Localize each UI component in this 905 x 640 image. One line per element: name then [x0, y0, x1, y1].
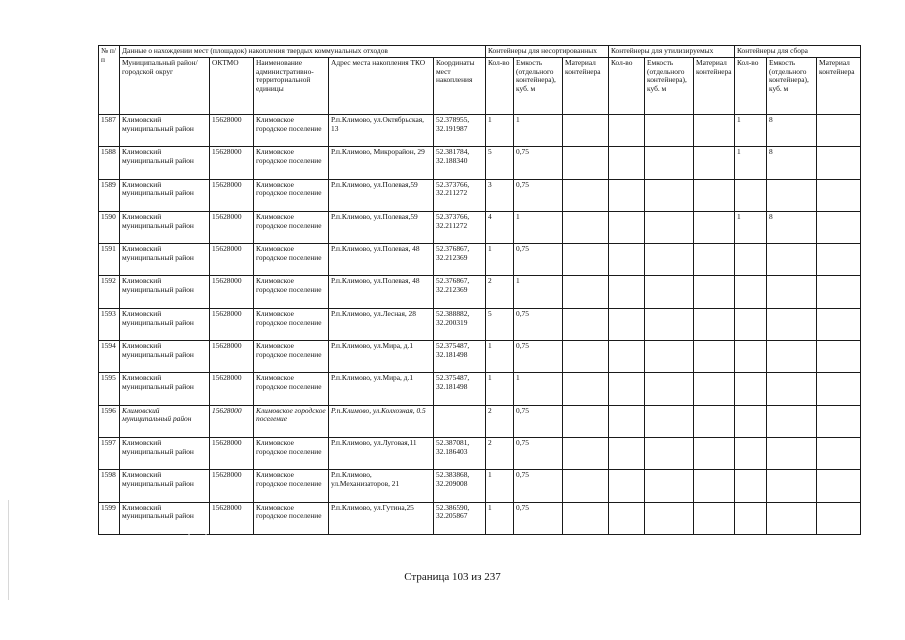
row-count-collect	[735, 373, 767, 405]
row-count-recycle	[609, 308, 645, 340]
header-material-collect: Материал контейнера	[817, 58, 861, 115]
row-count: 1	[486, 373, 514, 405]
row-municipal: Климовский муниципальный район	[120, 244, 210, 276]
row-admin-unit: Климовское городское поселение	[254, 470, 329, 502]
row-capacity: 1	[514, 373, 563, 405]
row-capacity-collect	[767, 373, 817, 405]
row-coords: 52.388882, 32.200319	[434, 308, 486, 340]
row-oktmo: 15628000	[210, 115, 254, 147]
row-capacity: 0,75	[514, 244, 563, 276]
row-count-recycle	[609, 341, 645, 373]
row-municipal: Климовский муниципальный район	[120, 405, 210, 437]
row-material-collect	[817, 115, 861, 147]
row-oktmo: 15628000	[210, 437, 254, 469]
row-material-collect	[817, 147, 861, 179]
scan-edge	[8, 500, 9, 600]
row-count-collect	[735, 405, 767, 437]
row-capacity-recycle	[645, 179, 694, 211]
row-address: Р.п.Климово, ул.Полевая, 48	[329, 276, 434, 308]
row-admin-unit: Климовское городское поселение	[254, 276, 329, 308]
table-row	[99, 244, 861, 276]
row-coords: 52.373766, 32.211272	[434, 211, 486, 243]
row-material-recycle	[694, 276, 735, 308]
row-address: Р.п.Климово, ул.Мира, д.1	[329, 373, 434, 405]
row-material-collect	[817, 470, 861, 502]
row-count: 4	[486, 211, 514, 243]
row-oktmo: 15628000	[210, 405, 254, 437]
row-count-collect: 1	[735, 147, 767, 179]
row-count-collect	[735, 437, 767, 469]
row-count: 1	[486, 244, 514, 276]
row-capacity: 1	[514, 115, 563, 147]
row-num: 1588	[99, 147, 120, 179]
row-capacity-recycle	[645, 211, 694, 243]
row-num: 1596	[99, 405, 120, 437]
row-count-recycle	[609, 244, 645, 276]
row-municipal: Климовский муниципальный район	[120, 276, 210, 308]
scan-mark	[205, 534, 207, 535]
table-row	[99, 437, 861, 469]
row-admin-unit: Климовское городское поселение	[254, 405, 329, 437]
row-count: 1	[486, 470, 514, 502]
table-row	[99, 115, 861, 147]
row-material	[563, 115, 609, 147]
row-material-collect	[817, 437, 861, 469]
row-capacity: 0,75	[514, 308, 563, 340]
row-oktmo: 15628000	[210, 470, 254, 502]
row-material	[563, 276, 609, 308]
row-capacity-collect	[767, 276, 817, 308]
header-address: Адрес места накопления ТКО	[329, 58, 434, 115]
row-count-collect	[735, 341, 767, 373]
row-municipal: Климовский муниципальный район	[120, 147, 210, 179]
row-capacity-recycle	[645, 341, 694, 373]
row-oktmo: 15628000	[210, 341, 254, 373]
header-group-recycle: Контейнеры для утилизируемых	[609, 46, 735, 58]
row-count: 2	[486, 437, 514, 469]
row-num: 1589	[99, 179, 120, 211]
row-material	[563, 147, 609, 179]
row-material-collect	[817, 179, 861, 211]
row-num: 1593	[99, 308, 120, 340]
row-count-collect	[735, 308, 767, 340]
row-admin-unit: Климовское городское поселение	[254, 373, 329, 405]
row-coords: 52.387081, 32.186403	[434, 437, 486, 469]
table-row	[99, 373, 861, 405]
row-count-recycle	[609, 115, 645, 147]
table-row	[99, 276, 861, 308]
header-capacity-collect: Емкость (отдельного контейнера), куб. м	[767, 58, 817, 115]
row-count: 3	[486, 179, 514, 211]
row-capacity: 0,75	[514, 341, 563, 373]
row-coords: 52.376867, 32.212369	[434, 244, 486, 276]
row-municipal: Климовский муниципальный район	[120, 211, 210, 243]
scan-mark	[188, 534, 190, 535]
row-material	[563, 405, 609, 437]
row-material-recycle	[694, 115, 735, 147]
row-admin-unit: Климовское городское поселение	[254, 437, 329, 469]
header-group-data: Данные о нахождении мест (площадок) накопления твердых коммунальных отходов	[120, 46, 486, 58]
row-num: 1590	[99, 211, 120, 243]
row-capacity: 0,75	[514, 147, 563, 179]
row-capacity: 1	[514, 276, 563, 308]
row-num: 1587	[99, 115, 120, 147]
row-capacity-recycle	[645, 244, 694, 276]
row-material-collect	[817, 276, 861, 308]
row-num: 1594	[99, 341, 120, 373]
header-coords: Координаты мест накопления	[434, 58, 486, 115]
table-row	[99, 470, 861, 502]
row-material	[563, 502, 609, 534]
header-municipal: Муниципальный район/городской округ	[120, 58, 210, 115]
row-count: 2	[486, 276, 514, 308]
row-count-collect	[735, 470, 767, 502]
row-count-recycle	[609, 470, 645, 502]
row-capacity-recycle	[645, 276, 694, 308]
row-material	[563, 308, 609, 340]
row-oktmo: 15628000	[210, 147, 254, 179]
row-municipal: Климовский муниципальный район	[120, 308, 210, 340]
row-count-collect	[735, 502, 767, 534]
row-material-collect	[817, 502, 861, 534]
row-count: 1	[486, 115, 514, 147]
row-material	[563, 373, 609, 405]
row-capacity-collect	[767, 179, 817, 211]
row-material	[563, 341, 609, 373]
header-capacity-recycle: Емкость (отдельного контейнера), куб. м	[645, 58, 694, 115]
row-address: Р.п.Климово, ул.Лесная, 28	[329, 308, 434, 340]
row-material-recycle	[694, 437, 735, 469]
row-capacity-recycle	[645, 147, 694, 179]
row-material	[563, 211, 609, 243]
row-material-recycle	[694, 244, 735, 276]
row-coords: 52.381784, 32.188340	[434, 147, 486, 179]
row-capacity: 0,75	[514, 179, 563, 211]
row-admin-unit: Климовское городское поселение	[254, 179, 329, 211]
row-material-recycle	[694, 147, 735, 179]
table-row	[99, 341, 861, 373]
row-num: 1598	[99, 470, 120, 502]
header-material-recycle: Материал контейнера	[694, 58, 735, 115]
row-admin-unit: Климовское городское поселение	[254, 502, 329, 534]
header-group-unsorted: Контейнеры для несортированных	[486, 46, 609, 58]
row-count-recycle	[609, 147, 645, 179]
row-capacity-collect	[767, 405, 817, 437]
row-address: Р.п.Климово, ул.Полевая, 48	[329, 244, 434, 276]
row-count-recycle	[609, 373, 645, 405]
row-material	[563, 470, 609, 502]
row-material-collect	[817, 244, 861, 276]
row-capacity: 0,75	[514, 437, 563, 469]
row-admin-unit: Климовское городское поселение	[254, 211, 329, 243]
row-capacity-collect	[767, 341, 817, 373]
row-address: Р.п.Климово, ул.Колхозная, 0.5	[329, 405, 434, 437]
row-num: 1591	[99, 244, 120, 276]
row-material-recycle	[694, 211, 735, 243]
table-row	[99, 502, 861, 534]
row-material-recycle	[694, 470, 735, 502]
row-num: 1597	[99, 437, 120, 469]
row-oktmo: 15628000	[210, 179, 254, 211]
table-row	[99, 308, 861, 340]
row-municipal: Климовский муниципальный район	[120, 502, 210, 534]
row-capacity-recycle	[645, 115, 694, 147]
row-capacity-recycle	[645, 405, 694, 437]
row-count-collect	[735, 179, 767, 211]
row-address: Р.п.Климово, ул.Мира, д.1	[329, 341, 434, 373]
row-municipal: Климовский муниципальный район	[120, 341, 210, 373]
row-material	[563, 244, 609, 276]
row-admin-unit: Климовское городское поселение	[254, 308, 329, 340]
header-row-columns	[99, 58, 861, 115]
row-capacity-collect: 8	[767, 211, 817, 243]
row-oktmo: 15628000	[210, 211, 254, 243]
row-capacity: 1	[514, 211, 563, 243]
row-address: Р.п.Климово, ул.Луговая,11	[329, 437, 434, 469]
row-municipal: Климовский муниципальный район	[120, 115, 210, 147]
table-row	[99, 147, 861, 179]
row-material-collect	[817, 308, 861, 340]
row-capacity-collect	[767, 308, 817, 340]
waste-sites-table	[98, 45, 861, 535]
row-capacity-collect	[767, 502, 817, 534]
table-row	[99, 179, 861, 211]
row-num: 1599	[99, 502, 120, 534]
row-admin-unit: Климовское городское поселение	[254, 244, 329, 276]
header-capacity-unsorted: Емкость (отдельного контейнера), куб. м	[514, 58, 563, 115]
row-material-recycle	[694, 405, 735, 437]
row-oktmo: 15628000	[210, 244, 254, 276]
row-material-recycle	[694, 179, 735, 211]
header-count-recycle: Кол-во	[609, 58, 645, 115]
row-capacity-collect: 8	[767, 115, 817, 147]
row-oktmo: 15628000	[210, 373, 254, 405]
row-coords: 52.383868, 32.209008	[434, 470, 486, 502]
row-count-recycle	[609, 405, 645, 437]
row-oktmo: 15628000	[210, 276, 254, 308]
row-material-collect	[817, 211, 861, 243]
row-capacity-recycle	[645, 373, 694, 405]
row-address: Р.п.Климово, ул.Механизаторов, 21	[329, 470, 434, 502]
row-capacity: 0,75	[514, 470, 563, 502]
row-count: 2	[486, 405, 514, 437]
row-count-recycle	[609, 179, 645, 211]
row-address: Р.п.Климово, ул.Гутина,25	[329, 502, 434, 534]
row-admin-unit: Климовское городское поселение	[254, 147, 329, 179]
row-admin-unit: Климовское городское поселение	[254, 341, 329, 373]
row-count-collect: 1	[735, 115, 767, 147]
header-count-collect: Кол-во	[735, 58, 767, 115]
page-number: Страница 103 из 237	[404, 571, 501, 583]
row-admin-unit: Климовское городское поселение	[254, 115, 329, 147]
row-count: 1	[486, 341, 514, 373]
row-count-recycle	[609, 211, 645, 243]
row-coords: 52.375487, 32.181498	[434, 341, 486, 373]
row-address: Р.п.Климово, ул.Октябрьская, 13	[329, 115, 434, 147]
row-material	[563, 437, 609, 469]
table-row	[99, 405, 861, 437]
row-material-recycle	[694, 341, 735, 373]
row-coords	[434, 405, 486, 437]
row-oktmo: 15628000	[210, 502, 254, 534]
header-oktmo: ОКТМО	[210, 58, 254, 115]
row-capacity-collect: 8	[767, 147, 817, 179]
row-material-recycle	[694, 308, 735, 340]
row-material-collect	[817, 341, 861, 373]
header-admin-unit: Наименование административно-территориальной единицы	[254, 58, 329, 115]
row-capacity: 0,75	[514, 502, 563, 534]
header-row-groups	[99, 46, 861, 58]
row-count: 5	[486, 147, 514, 179]
row-material	[563, 179, 609, 211]
row-municipal: Климовский муниципальный район	[120, 179, 210, 211]
row-count-collect	[735, 276, 767, 308]
row-oktmo: 15628000	[210, 308, 254, 340]
header-count: Кол-во	[486, 58, 514, 115]
row-material-recycle	[694, 373, 735, 405]
header-material-unsorted: Материал контейнера	[563, 58, 609, 115]
row-coords: 52.378955, 32.191987	[434, 115, 486, 147]
row-capacity: 0,75	[514, 405, 563, 437]
row-address: Р.п.Климово, Микрорайон, 29	[329, 147, 434, 179]
row-count: 1	[486, 502, 514, 534]
row-coords: 52.386590, 32.205867	[434, 502, 486, 534]
row-coords: 52.376867, 32.212369	[434, 276, 486, 308]
row-count-collect	[735, 244, 767, 276]
header-num: № п/п	[99, 46, 120, 115]
row-capacity-collect	[767, 244, 817, 276]
row-address: Р.п.Климово, ул.Полевая,59	[329, 179, 434, 211]
row-num: 1592	[99, 276, 120, 308]
row-capacity-recycle	[645, 502, 694, 534]
row-count-recycle	[609, 276, 645, 308]
row-material-collect	[817, 405, 861, 437]
row-capacity-recycle	[645, 308, 694, 340]
row-count-collect: 1	[735, 211, 767, 243]
row-coords: 52.375487, 32.181498	[434, 373, 486, 405]
row-capacity-collect	[767, 470, 817, 502]
row-municipal: Климовский муниципальный район	[120, 470, 210, 502]
row-capacity-recycle	[645, 470, 694, 502]
row-count-recycle	[609, 502, 645, 534]
row-count: 5	[486, 308, 514, 340]
row-count-recycle	[609, 437, 645, 469]
header-group-collect: Контейнеры для сбора	[735, 46, 861, 58]
row-municipal: Климовский муниципальный район	[120, 373, 210, 405]
table-row	[99, 211, 861, 243]
row-address: Р.п.Климово, ул.Полевая,59	[329, 211, 434, 243]
row-material-recycle	[694, 502, 735, 534]
row-municipal: Климовский муниципальный район	[120, 437, 210, 469]
row-num: 1595	[99, 373, 120, 405]
row-capacity-collect	[767, 437, 817, 469]
row-material-collect	[817, 373, 861, 405]
row-coords: 52.373766, 32.211272	[434, 179, 486, 211]
row-capacity-recycle	[645, 437, 694, 469]
